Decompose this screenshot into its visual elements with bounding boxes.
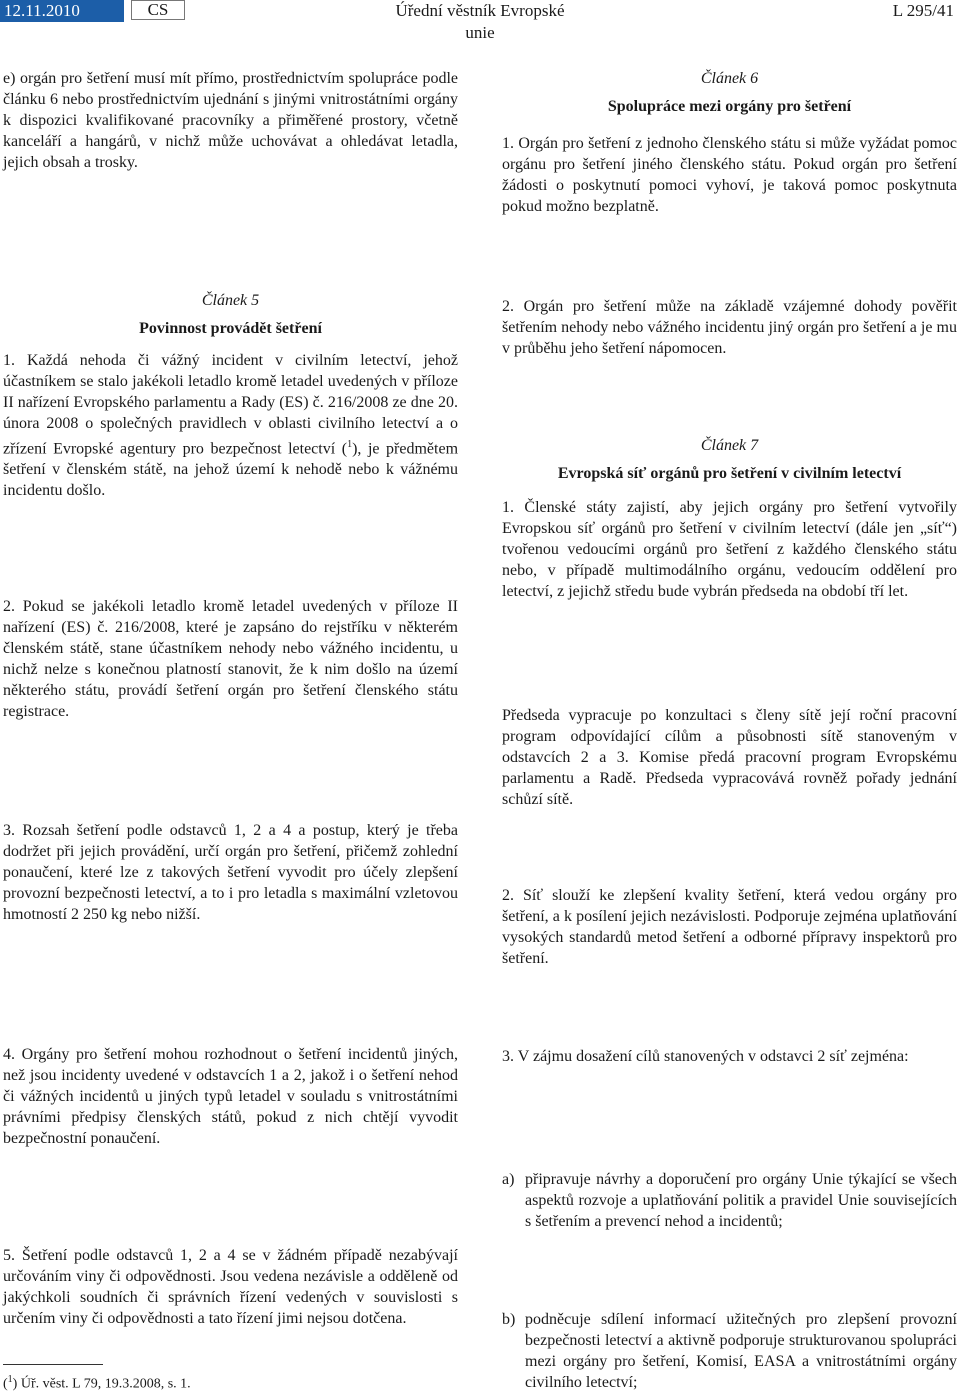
article-7-paragraph-3: 3. V zájmu dosažení cílů stanovených v odstavci 2 síť zejména:: [502, 1048, 909, 1065]
article-6-title: Spolupráce mezi orgány pro šetření: [607, 98, 852, 115]
article-5-number: Článek 5: [201, 292, 260, 309]
article-6-heading: [502, 70, 957, 116]
list-item-b-text: podněcuje sdílení informací užitečných pro zlepšení provozní bezpečnosti letectví a aktivně podporuje strukturovanou spolupráci mezi orgány pro šetření, Komisí, EASA a vnitrostátními orgány civilního letectví;: [525, 1311, 957, 1391]
article-6-paragraph-2: 2. Orgán pro šetření může na základě vzájemné dohody pověřit šetřením nehody nebo vážného incidentu jiný orgán pro šetření a je mu v průběhu jeho šetření nápomocen.: [502, 298, 957, 357]
list-item-b-label: b): [502, 1311, 516, 1328]
article-7-paragraph-1: 1. Členské státy zajistí, aby jejich orgány pro šetření vytvořily Evropskou síť orgánů pro šetření v civilním letectví (dále jen „síť“) tvořenou vedoucími orgánů pro šetření z každého členského státu nebo, v případě multimodálního orgánu, vedoucím oddělení pro letectví, z jejichž středu bude vybrán předseda na období tří let.: [502, 499, 957, 600]
paragraph-e: e) orgán pro šetření musí mít přímo, prostřednictvím spolupráce podle článku 6 nebo prostřednictvím ujednání s jinými vnitrostátními orgány k dispozici kvalifikované pracovníky a přiměřené prostory, včetně kanceláří a hangárů, v nichž může uchovávat a ohledávat letadla, jejich obsah a trosky.: [3, 70, 458, 171]
footnote-divider: [3, 1364, 103, 1365]
article-7-heading: [502, 437, 957, 483]
list-item-a: [502, 1169, 957, 1232]
article-5-paragraph-5: 5. Šetření podle odstavců 1, 2 a 4 se v žádném případě nezabývají určováním viny či odpovědnosti. Jsou vedena nezávisle a odděleně od jakýchkoli soudních či správních řízení vedených v souvislosti s určením viny či odpovědnosti a tato řízení jimi nejsou dotčena.: [3, 1247, 458, 1327]
publication-date: 12.11.2010: [0, 0, 124, 22]
article-5-paragraph-3: 3. Rozsah šetření podle odstavců 1, 2 a 4 a postup, který je třeba dodržet při jejich provádění, určí orgán pro šetření, přičemž zohlední ponaučení, které lze z takových šetření vyvodit pro účely zlepšení provozní bezpečnosti letectví, a to i pro letadla s maximální vzletovou hmotností 2 250 kg nebo nižší.: [3, 822, 458, 923]
list-item-b: [502, 1309, 957, 1393]
article-7-chair-paragraph: Předseda vypracuje po konzultaci s členy sítě její roční pracovní program odpovídající cílům a působnosti sítě stanoveným v odstavcích 2 a 3. Komise předá pracovní program Evropskému parlamentu a Radě. Předseda vypracovává rovněž pořady jednání schůzí sítě.: [502, 707, 957, 808]
article-6-number: Článek 6: [700, 70, 759, 87]
list-item-a-text: připravuje návrhy a doporučení pro orgány Unie týkající se všech aspektů rozvoje a uplatňování politik a pravidel Unie souvisejících s šetřením a prevencí nehod a incidentů;: [525, 1171, 957, 1230]
footnote-reference[interactable]: 1: [347, 439, 353, 450]
article-5-paragraph-4: 4. Orgány pro šetření mohou rozhodnout o šetření incidentů jiných, než jsou incidenty uvedené v odstavcích 1 a 2, jakož i o šetření nehod či vážných incidentů u jiných typů letadel v souladu s vnitrostátními právními předpisy členských států, pokud z nich chtějí vyvodit bezpečnostní ponaučení.: [3, 1046, 458, 1147]
paragraph-1-text-b: ), je předmětem šetření v členském státě, na jehož území k nehodě nebo k vážnému incidentu došlo.: [3, 440, 459, 500]
article-7-number: Článek 7: [700, 437, 759, 454]
article-5-paragraph-2: 2. Pokud se jakékoli letadlo kromě letadel uvedených v příloze II nařízení (ES) č. 216/2008, které je zapsáno do rejstříku v některém členském státě, stane účastníkem nehody nebo vážného incidentu, u nichž nelze s konečnou platností stanovit, že k nim došlo na území některého státu, provádí šetření orgán pro šetření členského státu registrace.: [3, 598, 458, 720]
article-7-title: Evropská síť orgánů pro šetření v civilním letectví: [557, 465, 902, 482]
article-5-paragraph-1: [3, 350, 458, 501]
article-6-paragraph-1: 1. Orgán pro šetření z jednoho členského státu si může vyžádat pomoc orgánu pro šetření jiného členského státu. Pokud orgán pro šetření žádosti o poskytnutí pomoci vyhoví, je taková pomoc poskytnuta pokud možno bezplatně.: [502, 135, 957, 215]
article-7-paragraph-2: 2. Síť slouží ke zlepšení kvality šetření, která vedou orgány pro šetření, a k posílení jejich nezávislosti. Podporuje zejména uplatňování vysokých standardů metod šetření a odborné přípravy inspektorů pro šetření.: [502, 887, 957, 967]
journal-title: Úřední věstník Evropské unie: [395, 1, 565, 42]
footnote-text: Úř. věst. L 79, 19.3.2008, s. 1.: [17, 1376, 191, 1392]
language-code: CS: [131, 0, 185, 20]
article-5-title: Povinnost provádět šetření: [139, 320, 322, 337]
list-item-a-label: a): [502, 1171, 515, 1188]
article-5-heading: [3, 292, 458, 338]
footnote: ($^1$) Úř. věst. L 79, 19.3.2008, s. 1.: [3, 1374, 191, 1392]
page-number: L 295/41: [892, 1, 954, 20]
footnote-mark: 1: [7, 1374, 13, 1385]
paragraph-1-text-a: 1. Každá nehoda či vážný incident v civilním letectví, jehož účastníkem se stalo jakékoli letadlo kromě letadel uvedených v příloze II nařízení Evropského parlamentu a Rady (ES) č. 216/2008 ze dne 20. února 2008 o společných pravidlech v oblasti civilního letectví a o zřízení Evropské agentury pro bezpečnost letectví (: [3, 352, 458, 458]
